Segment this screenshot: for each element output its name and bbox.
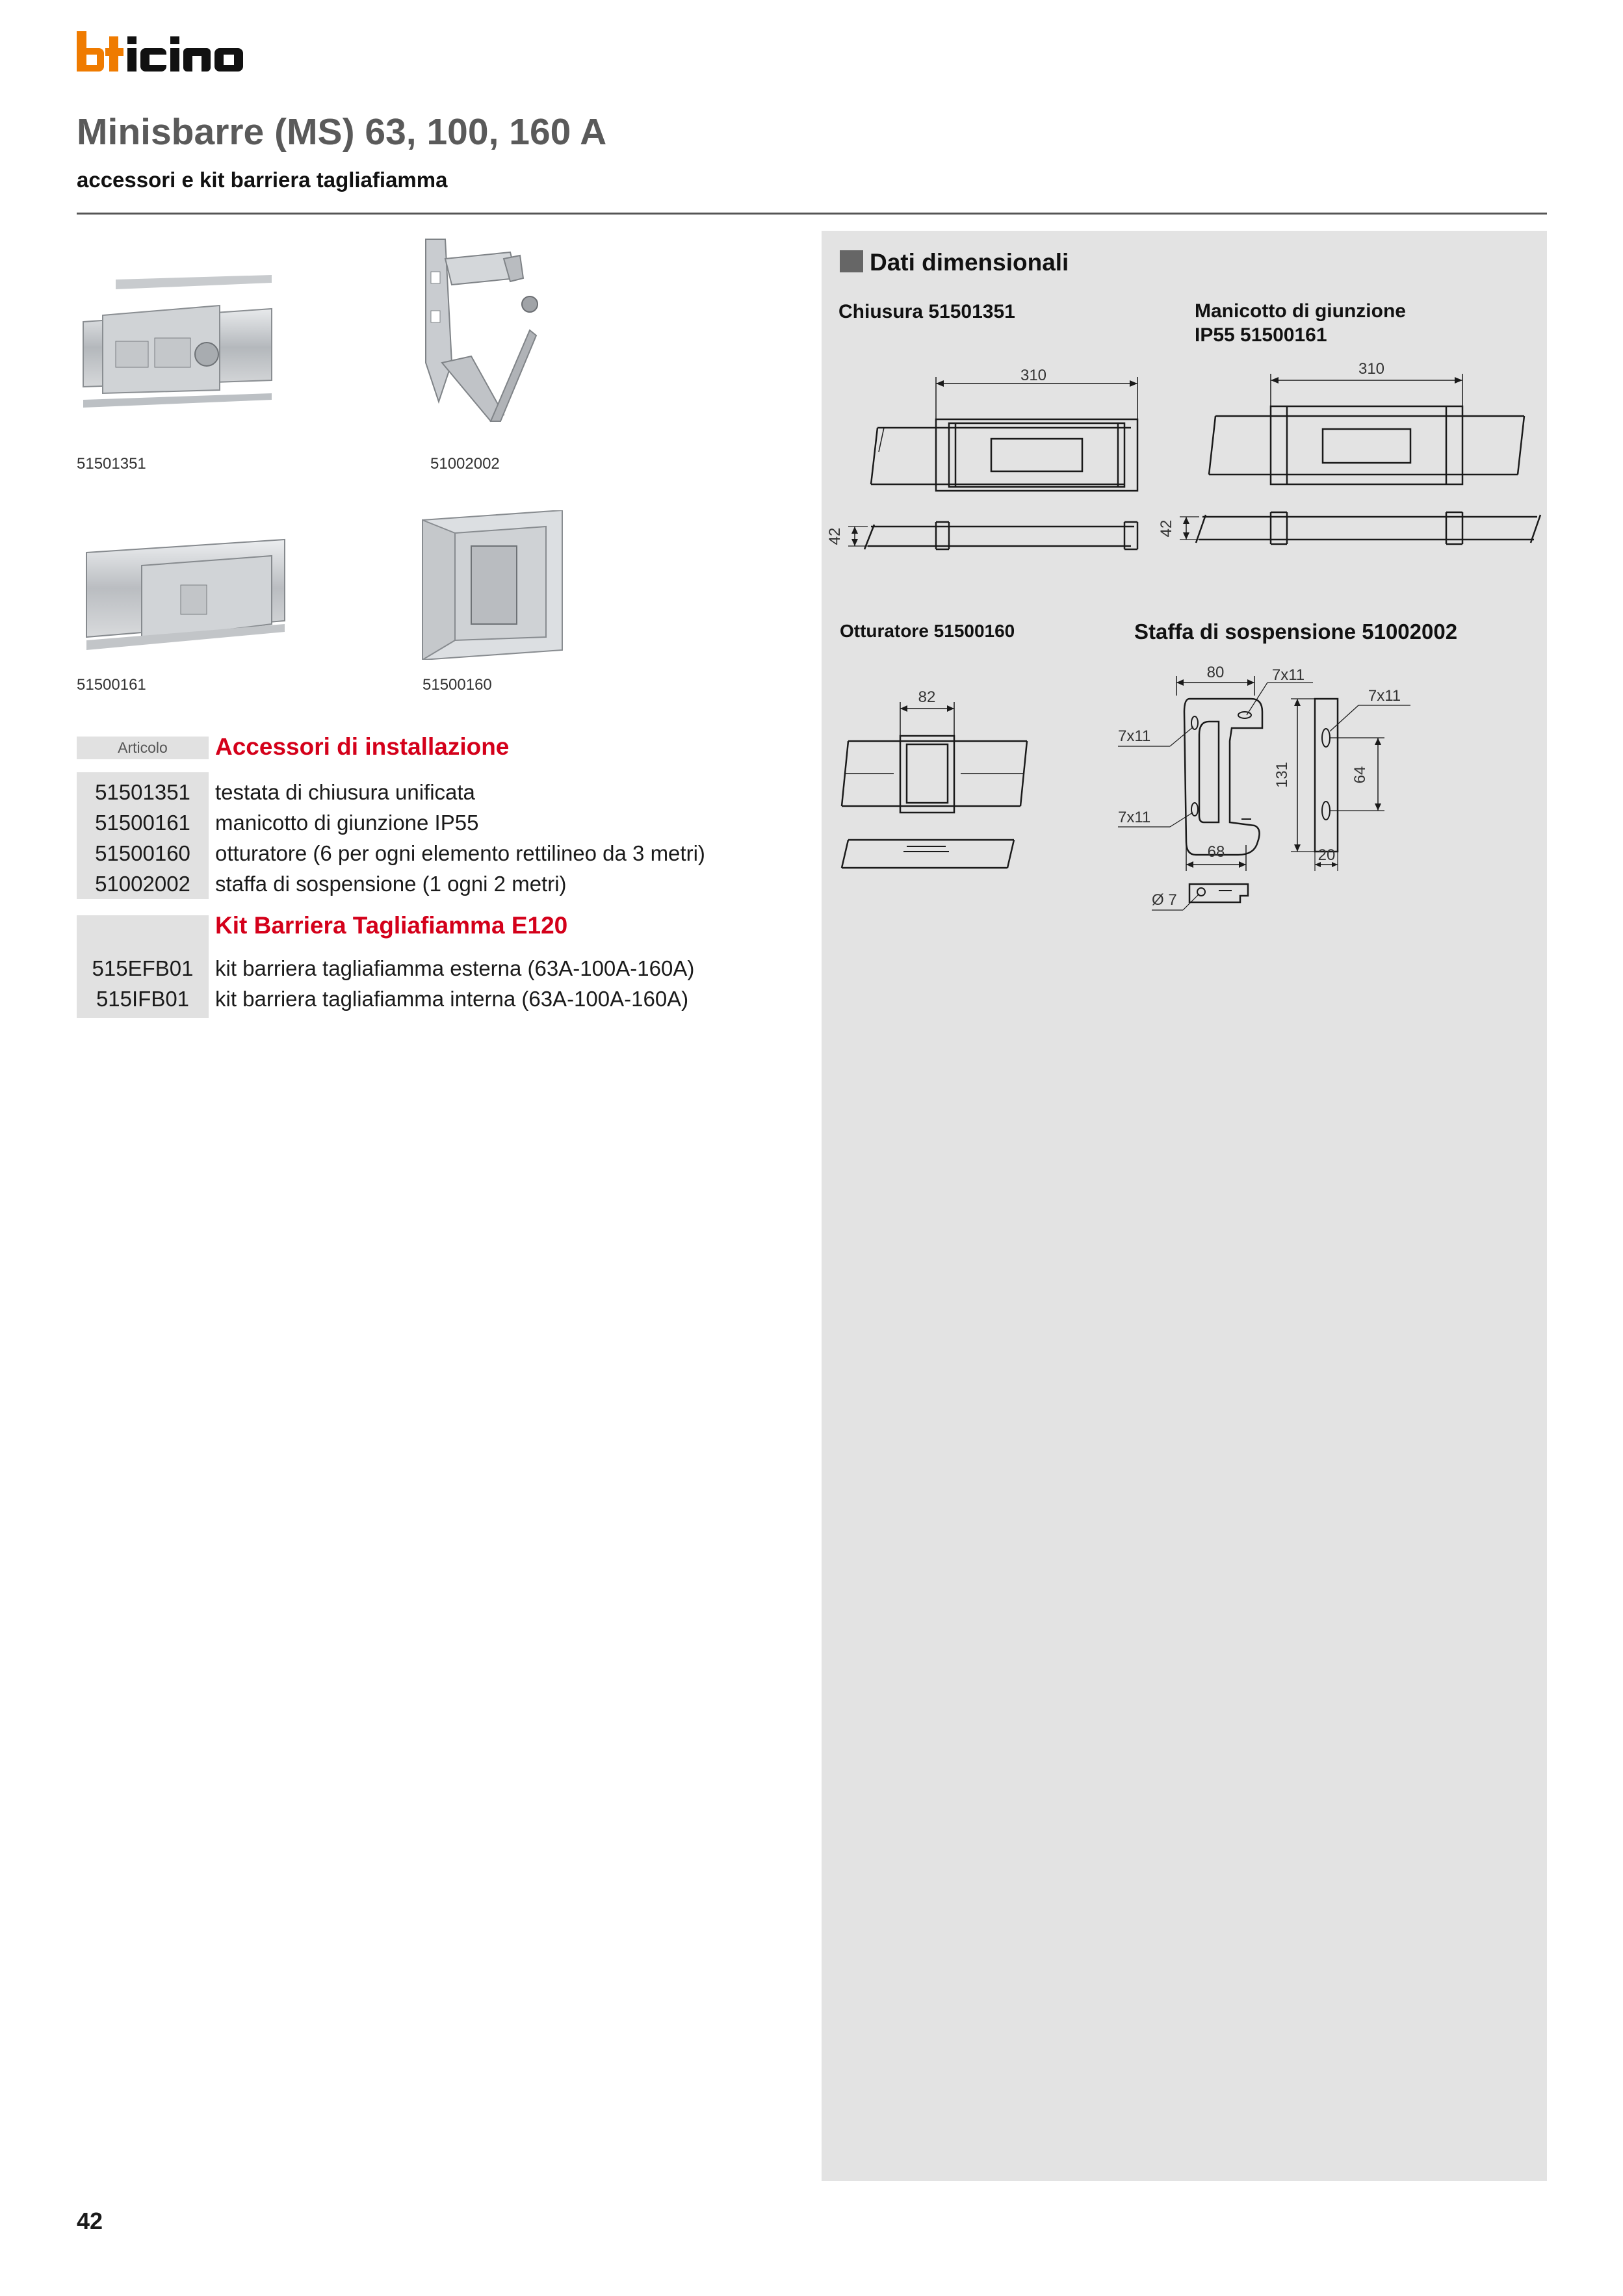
section-title-kit-barriera: Kit Barriera Tagliafiamma E120 <box>215 912 568 939</box>
brand-logo <box>77 31 272 77</box>
product-image-51501351 <box>77 270 291 419</box>
page-number: 42 <box>77 2208 103 2234</box>
photo-caption: 51501351 <box>77 455 146 473</box>
dimension-label: 68 <box>1207 843 1225 861</box>
article-code: 515EFB01 <box>92 956 194 980</box>
article-description: testata di chiusura unificata <box>215 780 475 804</box>
dimension-label: 20 <box>1318 846 1336 864</box>
product-image-51500161 <box>77 527 291 663</box>
table-row <box>77 984 792 1014</box>
table-row <box>77 807 792 838</box>
table-row <box>77 777 792 807</box>
column-header-articolo: Articolo <box>77 737 209 759</box>
article-code: 51500160 <box>95 841 190 865</box>
article-code: 51500161 <box>95 811 190 835</box>
article-description: manicotto di giunzione IP55 <box>215 811 479 835</box>
drawing-title-staffa: Staffa di sospensione 51002002 <box>1134 620 1458 644</box>
dimension-label: 131 <box>1273 761 1291 789</box>
table-row <box>77 838 792 868</box>
dimension-label: 310 <box>1020 367 1047 384</box>
article-description: kit barriera tagliafiamma interna (63A-100A-160A) <box>215 987 689 1011</box>
dimension-label: Ø 7 <box>1152 891 1177 909</box>
article-code: 51002002 <box>95 872 190 896</box>
product-image-51002002 <box>406 233 562 441</box>
drawing-title-chiusura: Chiusura 51501351 <box>838 301 1015 322</box>
dimension-label: 82 <box>918 688 936 706</box>
square-bullet-icon <box>840 250 863 272</box>
article-code: 515IFB01 <box>96 987 190 1011</box>
photo-caption: 51500161 <box>77 676 146 694</box>
drawing-chiusura <box>825 354 1150 562</box>
header-divider <box>77 213 1547 215</box>
table-row <box>77 868 792 899</box>
drawing-title-line: IP55 51500161 <box>1195 324 1327 346</box>
dimension-label: 7x11 <box>1368 687 1401 705</box>
article-description: kit barriera tagliafiamma esterna (63A-100A-160A) <box>215 956 695 980</box>
photo-caption: 51002002 <box>430 455 500 473</box>
product-image-51500160 <box>416 510 565 660</box>
dimension-label: 7x11 <box>1271 666 1305 684</box>
section-title-accessori: Accessori di installazione <box>215 733 510 760</box>
photo-caption: 51500160 <box>422 676 492 694</box>
article-description: otturatore (6 per ogni elemento rettilineo da 3 metri) <box>215 841 705 865</box>
panel-heading: Dati dimensionali <box>870 249 1069 276</box>
dimension-label: 7x11 <box>1118 727 1151 745</box>
dimension-label: 310 <box>1358 360 1385 378</box>
drawing-staffa <box>1092 657 1430 930</box>
page-title: Minisbarre (MS) 63, 100, 160 A <box>77 111 607 153</box>
drawing-title-manicotto <box>1195 299 1406 347</box>
page-subtitle: accessori e kit barriera tagliafiamma <box>77 168 448 192</box>
dimension-label: 7x11 <box>1118 809 1151 826</box>
drawing-title-otturatore: Otturatore 51500160 <box>840 621 1015 641</box>
dimension-label: 80 <box>1206 664 1225 681</box>
dimension-label: 42 <box>1158 519 1175 538</box>
drawing-manicotto <box>1157 351 1547 559</box>
table-row <box>77 953 792 984</box>
article-code: 51501351 <box>95 780 190 804</box>
dimension-label: 64 <box>1351 766 1369 784</box>
drawing-otturatore <box>832 676 1053 884</box>
article-description: staffa di sospensione (1 ogni 2 metri) <box>215 872 567 896</box>
dimension-label: 42 <box>826 527 844 545</box>
drawing-title-line: Manicotto di giunzione <box>1195 300 1406 322</box>
